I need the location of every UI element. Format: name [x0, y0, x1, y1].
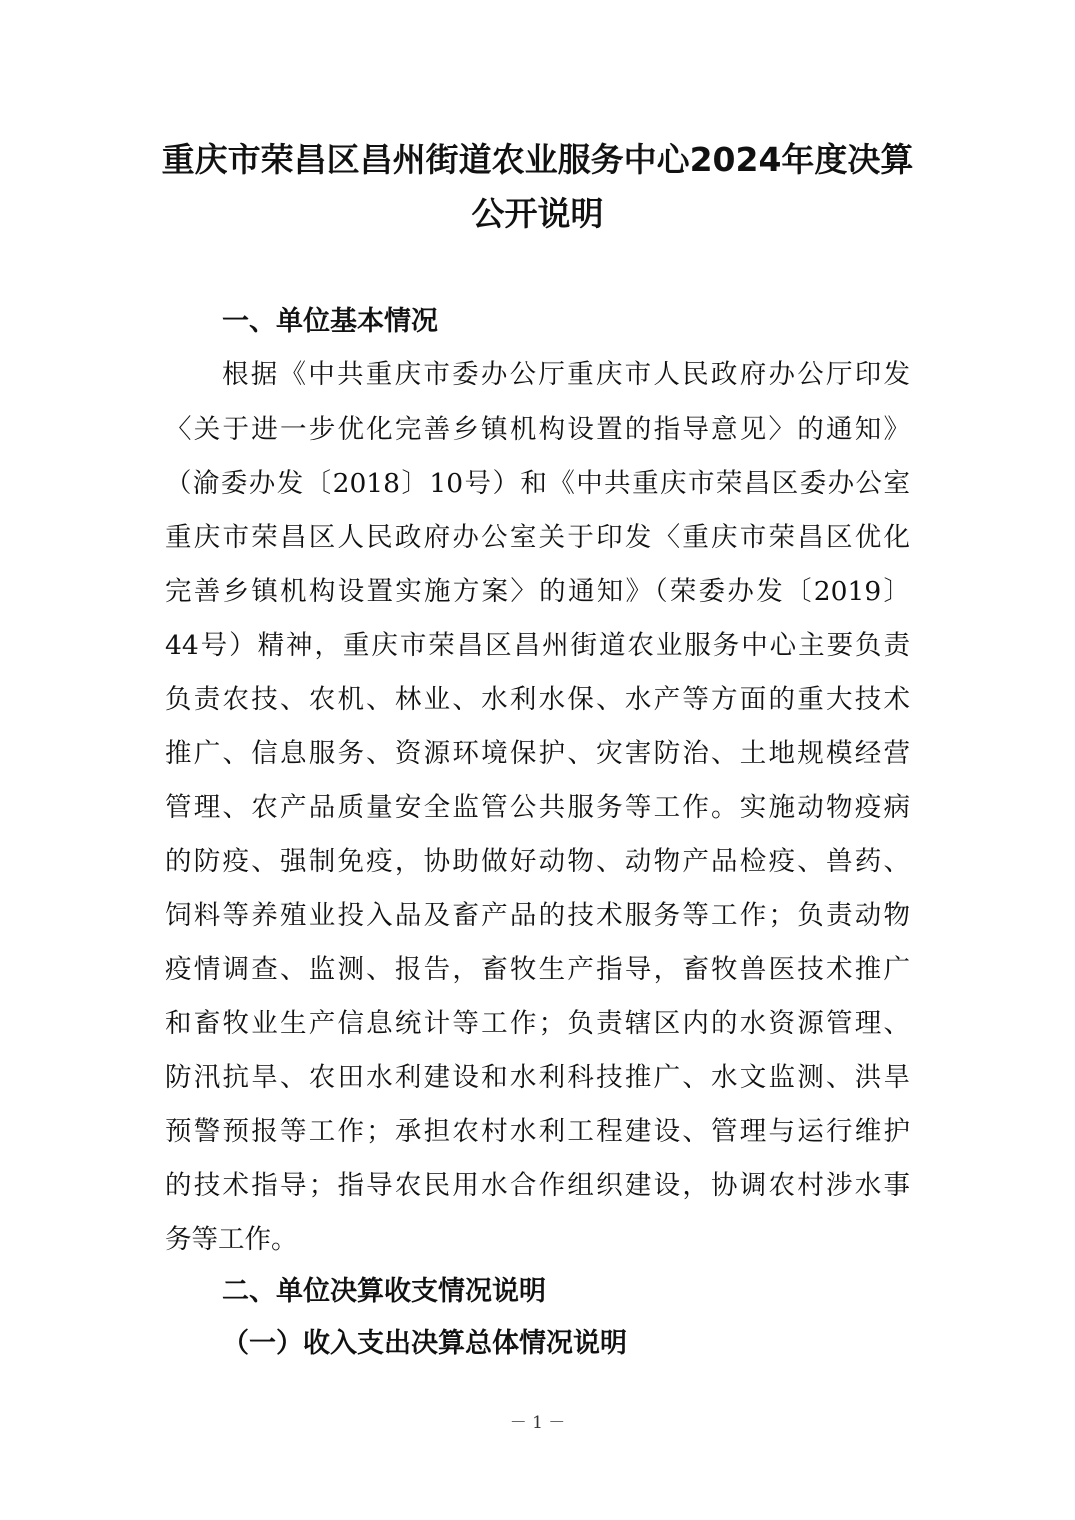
paragraph-line: 的技术指导；指导农民用水合作组织建设，协调农村涉水事 [165, 1170, 910, 1201]
paragraph-line: 的防疫、强制免疫，协助做好动物、动物产品检疫、兽药、 [165, 846, 910, 877]
document-title-line-1: 重庆市荣昌区昌州街道农业服务中心2024年度决算 [161, 140, 914, 179]
subsection-1-heading: （一）收入支出决算总体情况说明 [222, 1328, 627, 1359]
page-number: － 1 － [509, 1413, 566, 1433]
paragraph-line: 务等工作。 [165, 1224, 298, 1255]
paragraph-line: 重庆市荣昌区人民政府办公室关于印发〈重庆市荣昌区优化 [165, 522, 910, 553]
paragraph-line: 根据《中共重庆市委办公厅重庆市人民政府办公厅印发 [222, 359, 910, 390]
section-2-heading: 二、单位决算收支情况说明 [222, 1276, 546, 1307]
document-title-line-2: 公开说明 [471, 194, 604, 233]
paragraph-line: 和畜牧业生产信息统计等工作；负责辖区内的水资源管理、 [165, 1008, 910, 1039]
paragraph-line: 疫情调查、监测、报告，畜牧生产指导，畜牧兽医技术推广 [165, 954, 910, 985]
paragraph-line: 44号）精神，重庆市荣昌区昌州街道农业服务中心主要负责 [165, 630, 910, 661]
paragraph-line: 推广、信息服务、资源环境保护、灾害防治、土地规模经营 [165, 738, 910, 769]
paragraph-line: 防汛抗旱、农田水利建设和水利科技推广、水文监测、洪旱 [165, 1062, 910, 1093]
paragraph-line: 完善乡镇机构设置实施方案〉的通知》（荣委办发〔2019〕 [165, 576, 910, 607]
paragraph-line: 负责农技、农机、林业、水利水保、水产等方面的重大技术 [165, 684, 910, 715]
paragraph-line: 预警预报等工作；承担农村水利工程建设、管理与运行维护 [165, 1116, 910, 1147]
paragraph-line: （渝委办发〔2018〕10号）和《中共重庆市荣昌区委办公室 [165, 468, 910, 499]
paragraph-line: 饲料等养殖业投入品及畜产品的技术服务等工作；负责动物 [165, 900, 910, 931]
section-1-heading: 一、单位基本情况 [222, 306, 438, 337]
paragraph-line: 管理、农产品质量安全监管公共服务等工作。实施动物疫病 [165, 792, 910, 823]
paragraph-line: 〈关于进一步优化完善乡镇机构设置的指导意见〉的通知》 [165, 414, 910, 445]
